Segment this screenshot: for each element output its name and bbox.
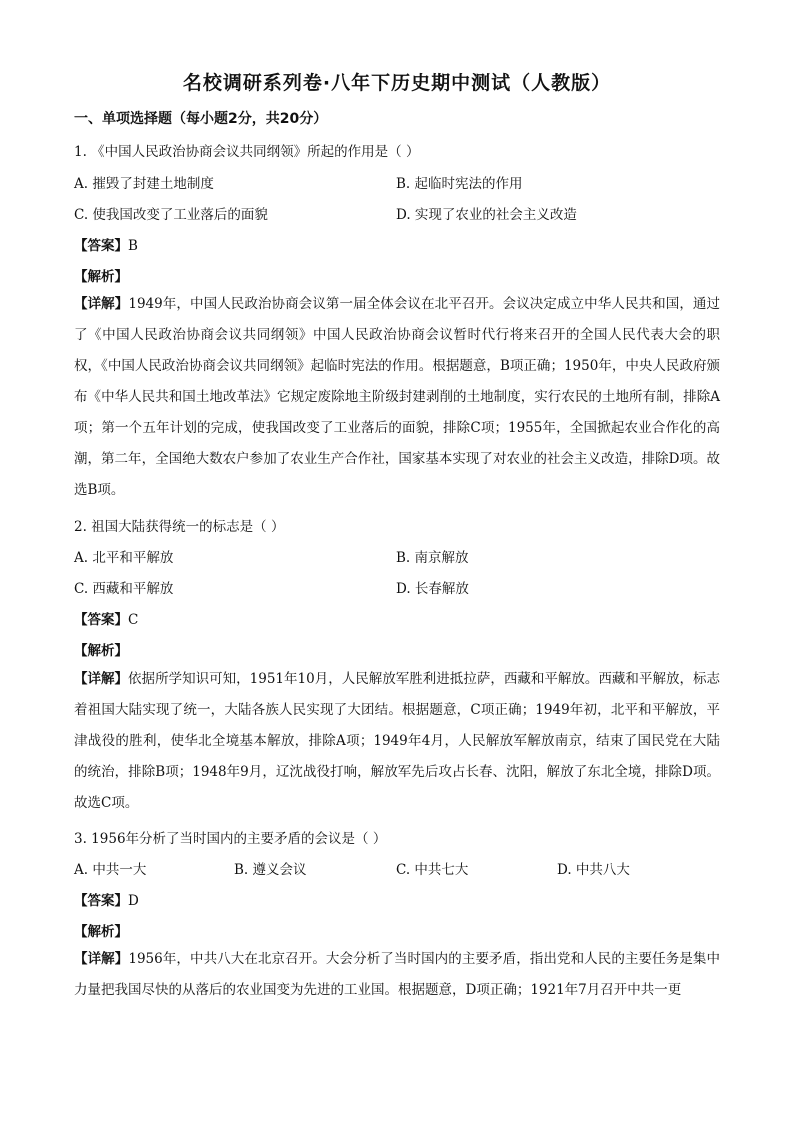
question-3-option-a: A. 中共一大 — [74, 862, 147, 878]
question-1-analysis-label: 【解析】 — [74, 269, 128, 285]
question-3-analysis-label: 【解析】 — [74, 924, 128, 940]
question-2-option-c: C. 西藏和平解放 — [74, 581, 174, 597]
question-2-option-d: D. 长春解放 — [396, 581, 469, 597]
detail-label: 【详解】 — [74, 671, 129, 687]
answer-label: 【答案】 — [74, 893, 128, 909]
question-3-option-d: D. 中共八大 — [557, 862, 630, 878]
question-1-answer — [74, 234, 138, 254]
question-3-option-c: C. 中共七大 — [396, 862, 469, 878]
answer-value: D — [128, 893, 139, 909]
question-1-stem: 1. 《中国人民政治协商会议共同纲领》所起的作用是（ ） — [74, 144, 420, 160]
answer-label: 【答案】 — [74, 238, 128, 254]
question-1-option-b: B. 起临时宪法的作用 — [396, 176, 523, 192]
answer-label: 【答案】 — [74, 612, 128, 628]
question-1-option-a: A. 摧毁了封建土地制度 — [74, 176, 214, 192]
question-3-answer — [74, 889, 139, 909]
detail-text: 依据所学知识可知，1951年10月，人民解放军胜利进抵拉萨，西藏和平解放。西藏和平解放，标志着祖国大陆实现了统一，大陆各族人民实现了大团结。根据题意，C项正确；1949年初，北平和平解放，平津战役的胜利，使华北全境基本解放，排除A项；1949年4月，人民解放军解放南京，结束了国民党在大陆的统治，排除B项；1948年9月，辽沈战役打响，解放军先后攻占长春、沈阳，解放了东北全境，排除D项。故选C项。 — [74, 671, 720, 811]
question-2-option-b: B. 南京解放 — [396, 550, 469, 566]
answer-value: B — [128, 238, 138, 254]
question-1-option-d: D. 实现了农业的社会主义改造 — [396, 207, 577, 223]
question-2-answer — [74, 608, 138, 628]
question-3-option-b: B. 遵义会议 — [234, 862, 307, 878]
question-1-detail — [74, 289, 720, 506]
question-1-option-c: C. 使我国改变了工业落后的面貌 — [74, 207, 268, 223]
question-2-analysis-label: 【解析】 — [74, 643, 128, 659]
question-2-stem: 2. 祖国大陆获得统一的标志是（ ） — [74, 519, 285, 535]
question-2-detail — [74, 664, 720, 819]
document-title: 名校调研系列卷·八年下历史期中测试（人教版） — [182, 72, 612, 94]
question-3-stem: 3. 1956年分析了当时国内的主要矛盾的会议是（ ） — [74, 831, 387, 847]
question-3-detail — [74, 944, 720, 1006]
detail-label: 【详解】 — [74, 296, 129, 312]
section-heading: 一、单项选择题（每小题2分，共20分） — [74, 111, 328, 127]
detail-text: 1949年，中国人民政治协商会议第一届全体会议在北平召开。会议决定成立中华人民共和国，通过了《中国人民政治协商会议共同纲领》中国人民政治协商会议暂时代行将来召开的全国人民代表大会的职权，《中国人民政治协商会议共同纲领》起临时宪法的作用。根据题意，B项正确；1950年，中央人民政府颁布《中华人民共和国土地改革法》它规定废除地主阶级封建剥削的土地制度，实行农民的土地所有制，排除A项；第一个五年计划的完成，使我国改变了工业落后的面貌，排除C项；1955年，全国掀起农业合作化的高潮，第二年，全国绝大数农户参加了农业生产合作社，国家基本实现了对农业的社会主义改造，排除D项。故选B项。 — [74, 296, 721, 498]
detail-text: 1956年，中共八大在北京召开。大会分析了当时国内的主要矛盾，指出党和人民的主要任务是集中力量把我国尽快的从落后的农业国变为先进的工业国。根据题意，D项正确；1921年7月召开中共一更 — [74, 951, 721, 998]
answer-value: C — [128, 612, 139, 628]
question-2-option-a: A. 北平和平解放 — [74, 550, 174, 566]
detail-label: 【详解】 — [74, 951, 129, 967]
